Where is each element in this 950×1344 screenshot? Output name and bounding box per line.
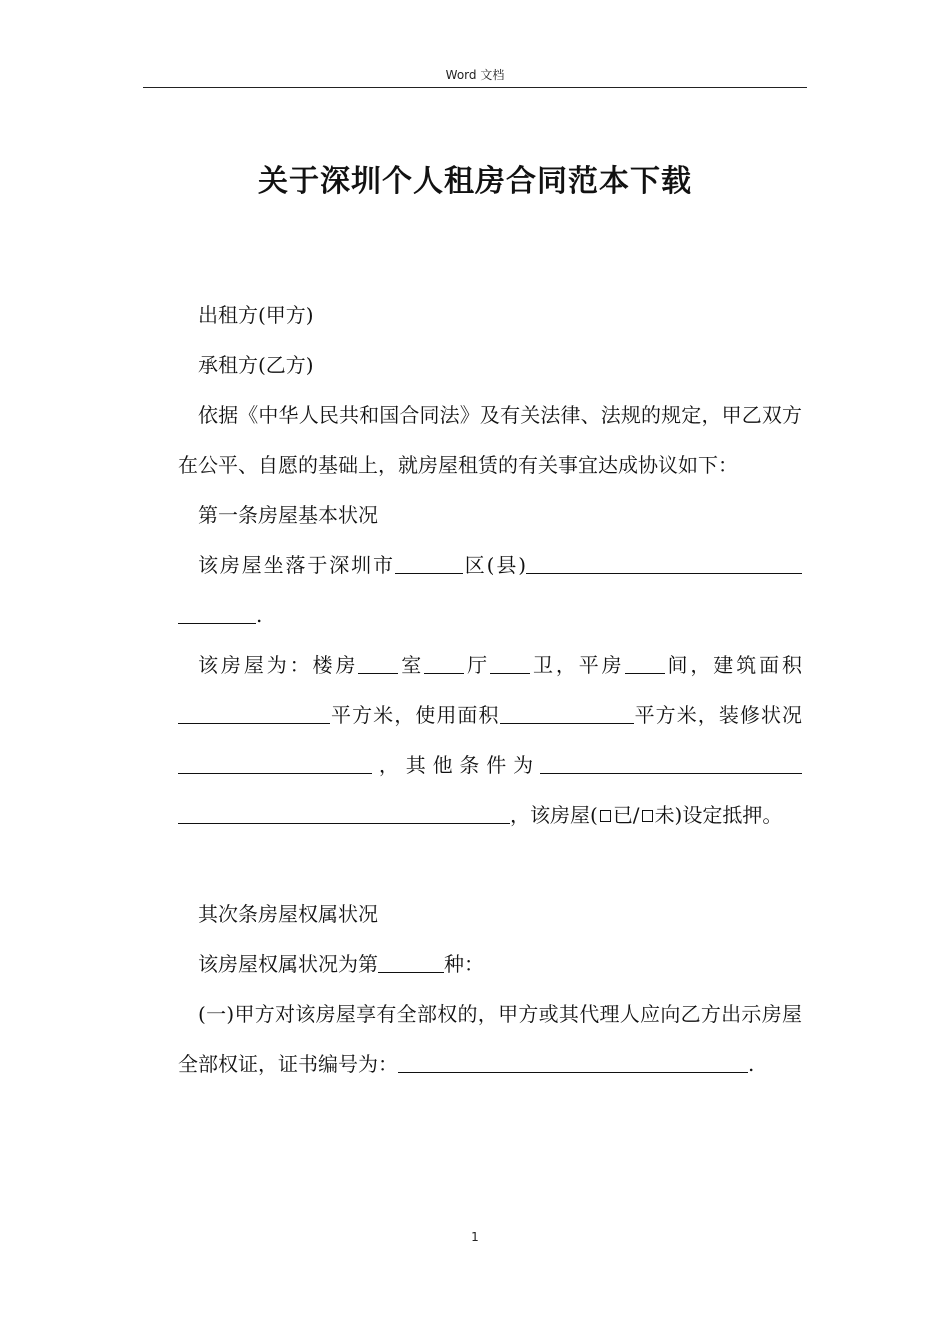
- structure-text-e: 间，建筑面积: [664, 653, 803, 677]
- address-blank-2: [178, 603, 256, 624]
- lessee-line: 承租方(乙方): [198, 353, 314, 377]
- usable-area-blank: [500, 703, 634, 724]
- not-mortgaged-checkbox: [642, 810, 653, 822]
- item-1-period: .: [748, 1052, 755, 1076]
- certificate-number-blank-1: [398, 1052, 704, 1073]
- rooms-blank: [358, 653, 398, 674]
- bungalow-rooms-blank: [625, 653, 665, 674]
- structure-text-h: ，其他条件为: [372, 753, 540, 777]
- item-1-text: (一)甲方对该房屋享有全部权的，甲方或其代理人应向乙方出示房屋全部权证，证书编号为：: [178, 1002, 802, 1076]
- article-2-item-1: [178, 989, 802, 1089]
- structure-text-j: 已/: [612, 803, 640, 827]
- halls-blank: [424, 653, 464, 674]
- mortgaged-checkbox: [600, 810, 611, 822]
- article-2-type: [178, 939, 802, 989]
- structure-text-k: 未)设定抵押。: [654, 803, 783, 827]
- document-body: [178, 290, 802, 1089]
- structure-text-f: 平方米，使用面积: [330, 703, 500, 727]
- address-blank-1: [526, 553, 802, 574]
- other-conditions-blank-1: [540, 753, 802, 774]
- article-1-structure: [178, 640, 802, 840]
- page-number: 1: [471, 1230, 479, 1244]
- structure-text-i: ，该房屋(: [510, 803, 598, 827]
- structure-text-b: 室: [398, 653, 425, 677]
- other-conditions-blank-2: [178, 803, 510, 824]
- location-text-a: 该房屋坐落于深圳市: [198, 553, 395, 577]
- header-rule: [143, 87, 807, 88]
- district-blank: [395, 553, 463, 574]
- structure-text-c: 厅: [464, 653, 491, 677]
- page-header: Word 文档: [445, 68, 505, 82]
- type-text-a: 该房屋权属状况为第: [198, 952, 378, 976]
- article-1-location: [178, 540, 802, 640]
- intro-paragraph: 依据《中华人民共和国合同法》及有关法律、法规的规定，甲乙双方在公平、自愿的基础上，就房屋租赁的有关事宜达成协议如下：: [178, 403, 802, 477]
- type-text-b: 种：: [444, 952, 484, 976]
- location-period: .: [256, 603, 263, 627]
- document-title: 关于深圳个人租房合同范本下载: [258, 164, 692, 199]
- certificate-number-blank-2: [704, 1052, 748, 1073]
- structure-text-a: 该房屋为：楼房: [198, 653, 359, 677]
- decoration-blank: [178, 753, 372, 774]
- lessor-line: 出租方(甲方): [198, 303, 314, 327]
- type-blank: [378, 952, 444, 973]
- structure-text-g: 平方米，装修状况: [633, 703, 803, 727]
- structure-text-d: 卫，平房: [530, 653, 625, 677]
- article-2-title: 其次条房屋权属状况: [198, 902, 378, 926]
- building-area-blank: [178, 703, 330, 724]
- article-1-title: 第一条房屋基本状况: [198, 503, 378, 527]
- location-text-b: 区(县): [462, 553, 527, 577]
- baths-blank: [490, 653, 530, 674]
